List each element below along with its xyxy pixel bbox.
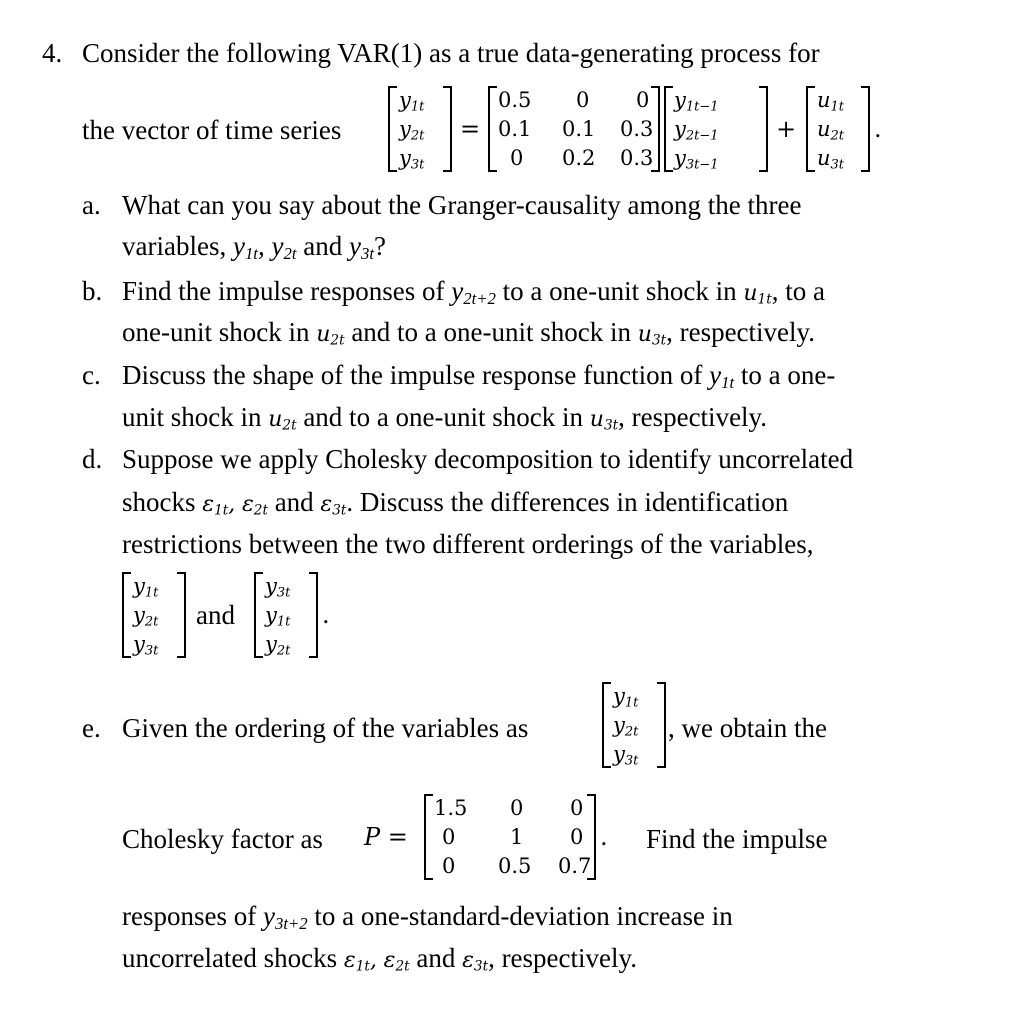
epsilon-2t-inline: $\varepsilon_{2t}$ [241, 492, 268, 519]
p-label: P = [364, 823, 408, 851]
p-cell: 1.5 [434, 796, 468, 820]
part-e-line3 [122, 899, 733, 933]
lag-vector [664, 86, 768, 172]
cholesky-matrix-p [424, 794, 596, 880]
coef-cell: 0.3 [620, 146, 654, 170]
part-c-line2-post: , respectively. [618, 402, 768, 432]
lhs-y3t: $y_{3t}$ [399, 146, 425, 173]
part-e-ordering-item: $y_{3t}$ [613, 742, 639, 769]
error-vector [806, 86, 870, 172]
coef-cell: 0.3 [620, 117, 654, 141]
part-d-letter: d. [82, 444, 103, 474]
question-intro-line1: Consider the following VAR(1) as a true data-generating process for [82, 38, 820, 68]
part-a-line2: variables, $y_{1t}$, $y_{2t}$ and $y_{3t}$? [122, 231, 386, 264]
part-d-line2-pre: shocks [122, 487, 196, 517]
coef-cell: 0 [636, 88, 650, 112]
part-c-line2-pre: unit shock in [122, 402, 262, 432]
coef-cell: 0.1 [562, 117, 596, 141]
epsilon-3t-inline: $\varepsilon_{3t}$ [320, 492, 347, 519]
equals-sign: = [460, 115, 481, 143]
y2t-plus2-inline: $y_{2t+2}$ [451, 276, 496, 309]
ordering2-item: $y_{3t}$ [265, 574, 291, 601]
coef-cell: 0 [510, 146, 524, 170]
part-b-line1-mid: to a one-unit shock in [502, 276, 737, 306]
u2t-inline: $u_{2t}$ [268, 407, 297, 434]
part-a-line1: What can you say about the Granger-causality among the three [122, 190, 802, 220]
error-u2t: $u_{2t}$ [817, 117, 845, 144]
part-c-line1-pre: Discuss the shape of the impulse response function of [122, 360, 703, 390]
part-a-line2-end: ? [373, 231, 386, 261]
part-a-line2-text: variables, [122, 231, 227, 261]
y1t-inline: $y_{1t}$, [232, 231, 265, 264]
part-b-letter: b. [82, 276, 103, 306]
lag-y2: $y_{2t-1}$ [674, 117, 719, 144]
part-e-line4-mid: and [416, 943, 456, 973]
part-e-ordering-vector [602, 682, 666, 768]
p-cell: 0 [570, 796, 584, 820]
p-cell: 0 [442, 825, 456, 849]
p-cell: 0 [442, 854, 456, 878]
ordering1-item: $y_{3t}$ [133, 632, 159, 659]
part-b-line1-pre: Find the impulse responses of [122, 276, 445, 306]
part-d-line3: restrictions between the two different orderings of the variables, [122, 529, 814, 559]
y3t-plus2-inline: $y_{3t+2}$ [262, 901, 308, 934]
epsilon-3t-inline: $\varepsilon_{3t}$ [462, 948, 489, 975]
part-e-line4 [122, 941, 637, 978]
question-intro-line2: the vector of time series [82, 115, 342, 145]
part-c-line1 [122, 358, 835, 392]
part-c-line2-mid: and to a one-unit shock in [303, 402, 584, 432]
part-d-line2-post: . Discuss the differences in identification [346, 487, 789, 517]
p-cell: 0 [510, 796, 524, 820]
ordering1-vector [122, 572, 186, 658]
epsilon-1t-inline: $\varepsilon_{1t}$, [343, 948, 377, 975]
part-e-ordering-item: $y_{1t}$ [613, 684, 639, 711]
p-cell: 0.7 [558, 854, 592, 878]
ordering-and-word: and [196, 600, 235, 630]
part-b-line1 [122, 274, 825, 311]
y1t-inline: $y_{1t}$ [709, 360, 735, 393]
u3t-inline: $u_{3t}$ [589, 407, 619, 434]
lag-y3: $y_{3t-1}$ [674, 146, 719, 173]
part-b-line1-post: , to a [771, 276, 825, 306]
y3t-inline: $y_{3t}$ [348, 231, 374, 264]
part-b-line2-mid: and to a one-unit shock in [351, 317, 632, 347]
question-number: 4. [42, 38, 63, 68]
coef-cell: 0.5 [498, 88, 532, 112]
ordering2-item: $y_{2t}$ [265, 632, 291, 659]
ordering-end-period: . [322, 601, 330, 629]
plus-sign: + [776, 115, 797, 143]
epsilon-1t-inline: $\varepsilon_{1t}$, [202, 492, 236, 519]
part-e-line4-pre: uncorrelated shocks [122, 943, 338, 973]
part-e-letter: e. [82, 713, 101, 743]
ordering2-vector [254, 572, 318, 658]
p-cell: 0 [570, 825, 584, 849]
part-d-line2-mid: and [274, 487, 314, 517]
u2t-inline: $u_{2t}$ [316, 322, 345, 349]
lhs-y2t: $y_{2t}$ [399, 117, 425, 144]
part-e-line3-post: to a one-standard-deviation increase in [314, 901, 733, 931]
coef-cell: 0.2 [562, 146, 596, 170]
part-e-line2-post: Find the impulse [646, 824, 828, 854]
lhs-vector [388, 86, 452, 172]
lag-y1: $y_{1t-1}$ [674, 88, 719, 115]
ordering2-item: $y_{1t}$ [265, 603, 291, 630]
coefficient-matrix [488, 86, 660, 172]
part-c-line1-post: to a one- [740, 360, 836, 390]
error-u3t: $u_{3t}$ [817, 146, 845, 173]
p-cell: 1 [510, 825, 524, 849]
part-a-letter: a. [82, 190, 101, 220]
part-d-line2 [122, 485, 788, 522]
lhs-y1t: $y_{1t}$ [399, 88, 425, 115]
ordering1-item: $y_{1t}$ [133, 574, 159, 601]
part-c-line2 [122, 400, 767, 437]
coef-cell: 0.1 [498, 117, 532, 141]
part-e-ordering-item: $y_{2t}$ [613, 713, 639, 740]
p-cell: 0.5 [498, 854, 532, 878]
u3t-inline: $u_{3t}$ [637, 322, 667, 349]
u1t-inline: $u_{1t}$ [743, 281, 772, 308]
part-c-letter: c. [82, 360, 101, 390]
part-e-line1-post: , we obtain the [668, 713, 827, 743]
part-e-line1-pre: Given the ordering of the variables as [122, 713, 529, 743]
part-d-line1: Suppose we apply Cholesky decomposition to identify uncorrelated [122, 444, 854, 474]
part-b-line2-post: , respectively. [666, 317, 816, 347]
y2t-inline: $y_{2t}$ [271, 231, 297, 264]
ordering1-item: $y_{2t}$ [133, 603, 159, 630]
p-end-period: . [600, 823, 608, 851]
epsilon-2t-inline: $\varepsilon_{2t}$ [383, 948, 410, 975]
part-e-line4-post: , respectively. [488, 943, 637, 973]
error-u1t: $u_{1t}$ [817, 88, 845, 115]
part-e-line3-pre: responses of [122, 901, 257, 931]
coef-cell: 0 [576, 88, 590, 112]
part-b-line2-pre: one-unit shock in [122, 317, 310, 347]
part-e-line2-pre: Cholesky factor as [122, 824, 323, 854]
part-b-line2 [122, 315, 815, 352]
equation-end-period: . [874, 115, 882, 143]
